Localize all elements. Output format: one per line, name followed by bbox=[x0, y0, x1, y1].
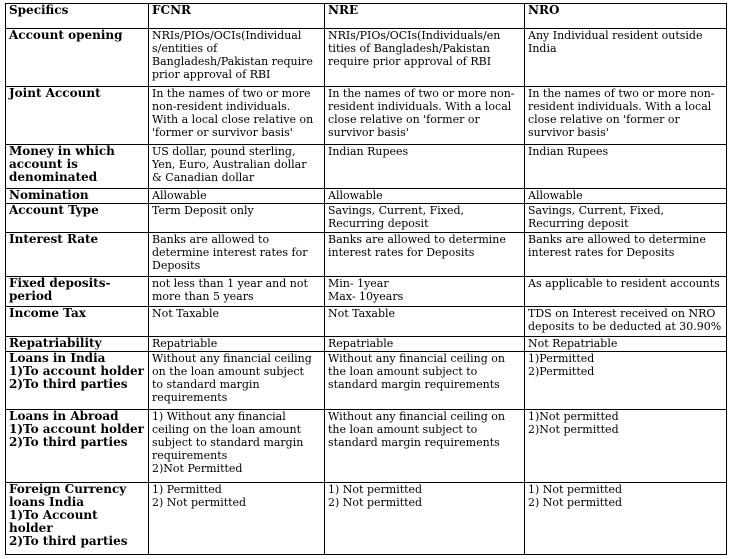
cell-line: standard margin requirements bbox=[328, 436, 500, 449]
cell-line: NRIs/PIOs/OCIs(Individuals/en bbox=[328, 29, 501, 42]
cell-line: Indian Rupees bbox=[528, 145, 609, 158]
table-row bbox=[6, 483, 727, 555]
cell-line: standard margin requirements bbox=[328, 378, 500, 391]
cell-nro bbox=[525, 277, 727, 307]
cell-line: India bbox=[528, 42, 557, 55]
cell-spec bbox=[6, 145, 149, 189]
cell-line: In the names of two or more non- bbox=[528, 87, 715, 100]
cell-line: 2)To third parties bbox=[9, 377, 128, 391]
cell-fcnr bbox=[149, 233, 325, 277]
cell-nre bbox=[325, 483, 525, 555]
cell-spec bbox=[6, 29, 149, 87]
cell-line: not less than 1 year and not bbox=[152, 277, 308, 290]
cell-fcnr bbox=[149, 145, 325, 189]
cell-line: 1) Not permitted bbox=[528, 483, 623, 496]
cell-line: Money in which bbox=[9, 144, 115, 158]
cell-line: Any Individual resident outside bbox=[528, 29, 703, 42]
cell-line: Allowable bbox=[528, 189, 583, 202]
cell-line: 1)Not permitted bbox=[528, 410, 619, 423]
cell-line: 1)Permitted bbox=[528, 352, 595, 365]
cell-line: Banks are allowed to bbox=[152, 233, 270, 246]
cell-fcnr bbox=[149, 337, 325, 352]
cell-line: Interest Rate bbox=[9, 232, 99, 246]
cell-line: With a local close relative on bbox=[152, 113, 314, 126]
table-row bbox=[6, 145, 727, 189]
cell-line: prior approval of RBI bbox=[152, 68, 271, 81]
cell-line: non-resident individuals. bbox=[152, 100, 291, 113]
cell-line: Repatriable bbox=[328, 337, 394, 350]
cell-line: loans India bbox=[9, 495, 85, 509]
cell-line: Savings, Current, Fixed, bbox=[528, 204, 665, 217]
cell-nre bbox=[325, 87, 525, 145]
cell-line: Banks are allowed to determine bbox=[528, 233, 706, 246]
header-row bbox=[6, 4, 727, 29]
cell-spec bbox=[6, 233, 149, 277]
cell-line: resident individuals. With a local bbox=[528, 100, 712, 113]
cell-nro bbox=[525, 204, 727, 233]
cell-line: Recurring deposit bbox=[328, 217, 429, 230]
cell-line: 2) Not permitted bbox=[528, 496, 623, 509]
cell-line: Nomination bbox=[9, 188, 89, 202]
cell-line: determine interest rates for bbox=[152, 246, 308, 259]
cell-line: Repatriability bbox=[9, 336, 102, 350]
cell-line: & Canadian dollar bbox=[152, 171, 255, 184]
table-row bbox=[6, 87, 727, 145]
table-row bbox=[6, 29, 727, 87]
cell-fcnr bbox=[149, 483, 325, 555]
cell-line: Loans in India bbox=[9, 351, 106, 365]
table-row bbox=[6, 352, 727, 410]
cell-nre bbox=[325, 145, 525, 189]
cell-line: close relative on 'former or bbox=[328, 113, 480, 126]
table-row bbox=[6, 307, 727, 337]
cell-nre bbox=[325, 189, 525, 204]
cell-nro bbox=[525, 337, 727, 352]
cell-line: denominated bbox=[9, 170, 98, 184]
cell-line: 2)To third parties bbox=[9, 435, 128, 449]
cell-line: Banks are allowed to determine bbox=[328, 233, 506, 246]
cell-line: TDS on Interest received on NRO bbox=[528, 307, 716, 320]
cell-line: 2) Not permitted bbox=[328, 496, 423, 509]
table-row bbox=[6, 189, 727, 204]
cell-line: Allowable bbox=[152, 189, 207, 202]
cell-line: tities of Bangladesh/Pakistan bbox=[328, 42, 490, 55]
cell-line: US dollar, pound sterling, bbox=[152, 145, 296, 158]
cell-line: 1)To account holder bbox=[9, 364, 144, 378]
cell-line: Savings, Current, Fixed, bbox=[328, 204, 465, 217]
cell-line: Not Taxable bbox=[152, 307, 220, 320]
cell-line: Not Taxable bbox=[328, 307, 396, 320]
cell-spec bbox=[6, 410, 149, 483]
cell-spec bbox=[6, 337, 149, 352]
cell-nro bbox=[525, 145, 727, 189]
cell-line: require prior approval of RBI bbox=[328, 55, 492, 68]
cell-line: Indian Rupees bbox=[328, 145, 409, 158]
cell-line: Loans in Abroad bbox=[9, 409, 119, 423]
cell-spec bbox=[6, 204, 149, 233]
cell-line: Without any financial ceiling on bbox=[328, 352, 505, 365]
cell-line: Allowable bbox=[328, 189, 383, 202]
cell-fcnr bbox=[149, 307, 325, 337]
cell-line: 1)To Account bbox=[9, 508, 98, 522]
cell-spec bbox=[6, 483, 149, 555]
cell-line: the loan amount subject to bbox=[328, 423, 478, 436]
header-nro: NRO bbox=[525, 4, 727, 29]
table-row bbox=[6, 277, 727, 307]
table-row bbox=[6, 233, 727, 277]
table-row bbox=[6, 204, 727, 233]
cell-line: Without any financial ceiling on bbox=[328, 410, 505, 423]
cell-line: Bangladesh/Pakistan require bbox=[152, 55, 313, 68]
cell-line: s/entities of bbox=[152, 42, 218, 55]
cell-nre bbox=[325, 337, 525, 352]
cell-line: close relative on 'former or bbox=[528, 113, 680, 126]
cell-line: more than 5 years bbox=[152, 290, 254, 303]
cell-spec bbox=[6, 87, 149, 145]
cell-nro bbox=[525, 352, 727, 410]
cell-fcnr bbox=[149, 29, 325, 87]
table-row bbox=[6, 410, 727, 483]
cell-line: subject to standard margin bbox=[152, 436, 304, 449]
cell-line: As applicable to resident accounts bbox=[528, 277, 720, 290]
cell-line: In the names of two or more bbox=[152, 87, 311, 100]
cell-line: account is bbox=[9, 157, 78, 171]
cell-line: period bbox=[9, 289, 53, 303]
cell-line: Term Deposit only bbox=[152, 204, 254, 217]
cell-nre bbox=[325, 29, 525, 87]
cell-nro bbox=[525, 189, 727, 204]
cell-line: Repatriable bbox=[152, 337, 218, 350]
cell-nre bbox=[325, 277, 525, 307]
cell-line: Not Repatriable bbox=[528, 337, 618, 350]
cell-line: requirements bbox=[152, 449, 228, 462]
cell-fcnr bbox=[149, 87, 325, 145]
table-row bbox=[6, 337, 727, 352]
cell-line: Max- 10years bbox=[328, 290, 404, 303]
cell-line: Account opening bbox=[9, 28, 123, 42]
cell-line: the loan amount subject to bbox=[328, 365, 478, 378]
cell-spec bbox=[6, 277, 149, 307]
cell-line: Min- 1year bbox=[328, 277, 389, 290]
cell-line: 1)To account holder bbox=[9, 422, 144, 436]
cell-line: requirements bbox=[152, 391, 228, 404]
cell-nro bbox=[525, 410, 727, 483]
cell-line: interest rates for Deposits bbox=[528, 246, 675, 259]
cell-line: Joint Account bbox=[9, 86, 101, 100]
cell-spec bbox=[6, 352, 149, 410]
cell-fcnr bbox=[149, 410, 325, 483]
cell-line: 1) Permitted bbox=[152, 483, 222, 496]
cell-line: Deposits bbox=[152, 259, 201, 272]
cell-nro bbox=[525, 87, 727, 145]
header-fcnr: FCNR bbox=[149, 4, 325, 29]
cell-fcnr bbox=[149, 277, 325, 307]
cell-fcnr bbox=[149, 204, 325, 233]
header-nre: NRE bbox=[325, 4, 525, 29]
header-specifics: Specifics bbox=[6, 4, 149, 29]
cell-nre bbox=[325, 233, 525, 277]
cell-spec bbox=[6, 189, 149, 204]
cell-line: 2)Permitted bbox=[528, 365, 595, 378]
cell-nre bbox=[325, 352, 525, 410]
cell-fcnr bbox=[149, 352, 325, 410]
cell-line: ceiling on the loan amount bbox=[152, 423, 302, 436]
cell-line: survivor basis' bbox=[528, 126, 609, 139]
cell-fcnr bbox=[149, 189, 325, 204]
cell-line: resident individuals. With a local bbox=[328, 100, 512, 113]
cell-nro bbox=[525, 233, 727, 277]
cell-line: Recurring deposit bbox=[528, 217, 629, 230]
cell-nro bbox=[525, 29, 727, 87]
cell-line: on the loan amount subject bbox=[152, 365, 304, 378]
cell-line: 2) Not permitted bbox=[152, 496, 247, 509]
cell-line: 2)To third parties bbox=[9, 534, 128, 548]
cell-line: survivor basis' bbox=[328, 126, 409, 139]
cell-line: 1) Not permitted bbox=[328, 483, 423, 496]
cell-nre bbox=[325, 307, 525, 337]
cell-line: 2)Not Permitted bbox=[152, 462, 243, 475]
cell-nre bbox=[325, 410, 525, 483]
cell-nro bbox=[525, 483, 727, 555]
cell-line: holder bbox=[9, 521, 53, 535]
cell-line: NRIs/PIOs/OCIs(Individual bbox=[152, 29, 302, 42]
cell-line: Income Tax bbox=[9, 306, 86, 320]
cell-line: Yen, Euro, Australian dollar bbox=[152, 158, 307, 171]
cell-nro bbox=[525, 307, 727, 337]
comparison-table bbox=[5, 3, 727, 555]
cell-line: interest rates for Deposits bbox=[328, 246, 475, 259]
cell-line: to standard margin bbox=[152, 378, 260, 391]
cell-line: In the names of two or more non- bbox=[328, 87, 515, 100]
cell-line: 'former or survivor basis' bbox=[152, 126, 293, 139]
cell-line: 2)Not permitted bbox=[528, 423, 619, 436]
cell-line: Fixed deposits- bbox=[9, 276, 111, 290]
cell-line: Without any financial ceiling bbox=[152, 352, 312, 365]
cell-line: Foreign Currency bbox=[9, 482, 127, 496]
cell-spec bbox=[6, 307, 149, 337]
cell-line: 1) Without any financial bbox=[152, 410, 286, 423]
cell-nre bbox=[325, 204, 525, 233]
cell-line: deposits to be deducted at 30.90% bbox=[528, 320, 722, 333]
cell-line: Account Type bbox=[9, 203, 99, 217]
